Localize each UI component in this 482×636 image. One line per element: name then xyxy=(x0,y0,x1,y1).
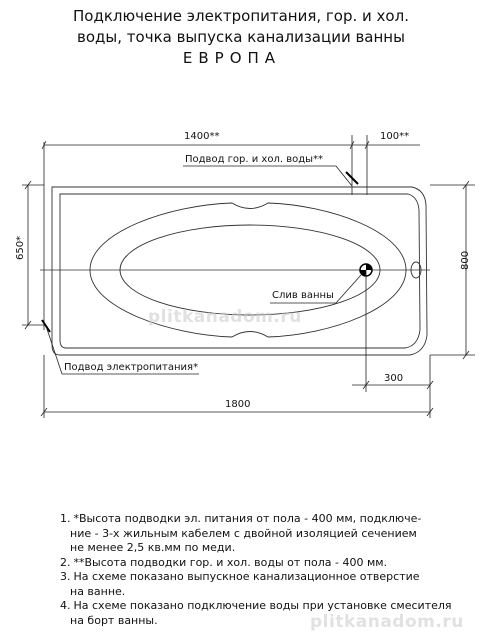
watermark: plitkanadom.ru xyxy=(148,307,302,327)
note-line: на ванне. xyxy=(70,584,126,598)
note-line: **Высота подводки гор. и хол. воды от пола - 400 мм. xyxy=(73,555,388,569)
power-supply-label: Подвод электропитания* xyxy=(64,362,199,373)
title-line-1: Подключение электропитания, гор. и хол. xyxy=(73,7,409,25)
note-4 xyxy=(60,599,470,628)
note-line: На схеме показано подключение воды при установке смесителя xyxy=(73,599,452,612)
top-offset-label: 100** xyxy=(380,131,410,142)
note-line: На схеме показано выпускное канализационное отверстие xyxy=(73,570,420,583)
note-line: ние - 3-х жильным кабелем с двойной изоляцией сечением xyxy=(70,526,417,540)
note-line: не менее 2,5 кв.мм по меди. xyxy=(70,541,236,554)
note-number: 1. xyxy=(60,512,71,525)
note-2 xyxy=(60,556,470,571)
note-number: 2. xyxy=(60,555,71,569)
watermark: plitkanadom.ru xyxy=(310,612,464,632)
left-height-label: 650* xyxy=(15,235,26,260)
right-height-label: 800 xyxy=(460,250,471,270)
note-line: *Высота подводки эл. питания от пола - 400 мм, подключе- xyxy=(73,512,422,525)
note-number: 4. xyxy=(60,599,71,612)
title-line-2: воды, точка выпуска канализации ванны xyxy=(77,28,405,46)
note-number: 3. xyxy=(60,570,71,583)
notes-list xyxy=(60,512,470,628)
note-3 xyxy=(60,570,470,599)
note-1 xyxy=(60,512,470,556)
drain-offset-label: 300 xyxy=(384,373,404,384)
drain-label: Слив ванны xyxy=(272,290,334,301)
power-mark xyxy=(42,320,50,332)
note-line: на борт ванны. xyxy=(70,613,158,627)
top-width-label: 1400** xyxy=(184,131,220,142)
model-name: ЕВРОПА xyxy=(182,49,282,67)
bottom-length-label: 1800 xyxy=(225,399,251,410)
water-supply-label: Подвод гор. и хол. воды** xyxy=(185,154,324,165)
